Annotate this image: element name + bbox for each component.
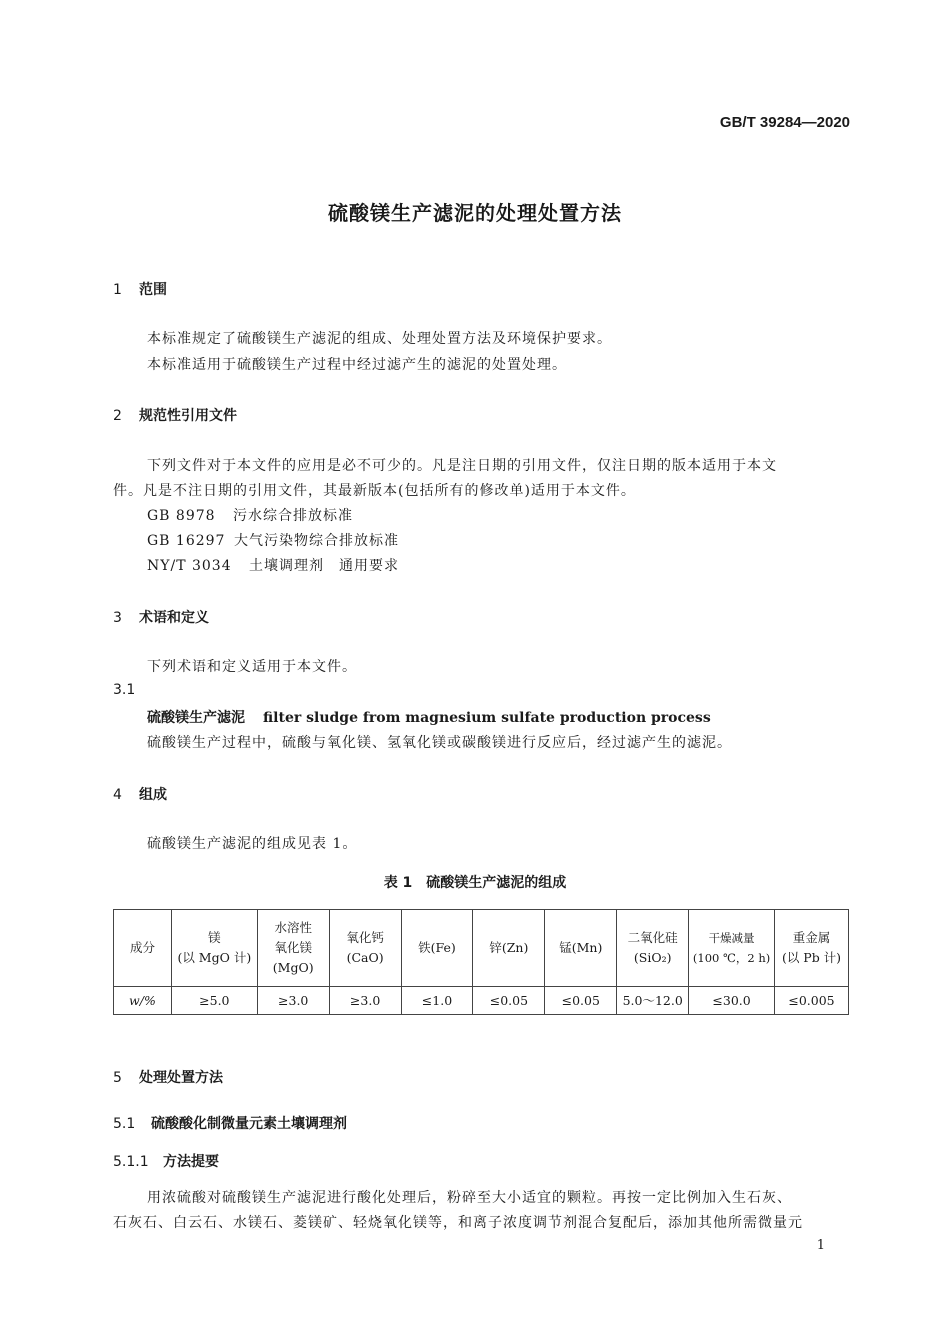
reference-code: NY/T 3034 [147,558,232,574]
value-cell: ≤0.05 [545,987,617,1015]
header-cell: 水溶性 氧化镁 (MgO) [257,910,329,987]
table-header-row [114,910,849,987]
page-number: 1 [816,1238,825,1253]
section-number: 3 [113,610,122,626]
header-cell: 镁 (以 MgO 计) [171,910,257,987]
paragraph: 本标准适用于硫酸镁生产过程中经过滤产生的滤泥的处置处理。 [147,357,567,373]
header-cell: 氧化钙 (CaO) [329,910,401,987]
section-3-heading [113,607,209,627]
value-cell: 5.0～12.0 [617,987,689,1015]
section-number: 1 [113,282,122,298]
section-1-heading [113,279,167,299]
value-cell: ≤30.0 [689,987,775,1015]
normative-reference [147,530,399,550]
paragraph: 硫酸镁生产滤泥的组成见表 1。 [147,836,358,852]
header-cell: 二氧化硅 (SiO₂) [617,910,689,987]
section-number: 5.1.1 [113,1154,149,1170]
value-cell: ≤0.05 [473,987,545,1015]
section-title: 范围 [139,282,167,298]
row-label-cell: w/% [114,987,172,1015]
section-number: 5 [113,1070,122,1086]
section-number: 2 [113,408,122,424]
value-cell: ≥5.0 [171,987,257,1015]
value-cell: ≤0.005 [775,987,849,1015]
normative-reference [147,555,399,575]
header-cell: 成分 [114,910,172,987]
term-chinese: 硫酸镁生产滤泥 [147,710,245,726]
reference-code: GB 16297 [147,533,226,549]
section-number: 5.1 [113,1116,136,1132]
paragraph-line: 石灰石、白云石、水镁石、菱镁矿、轻烧氧化镁等，和离子浓度调节剂混合复配后，添加其他所需微量元 [113,1215,803,1231]
normative-reference [147,505,353,525]
reference-code: GB 8978 [147,508,216,524]
table-row [114,987,849,1015]
section-title: 术语和定义 [139,610,209,626]
term-entry [147,707,711,727]
header-cell: 干燥减量 (100 ℃，2 h) [689,910,775,987]
paragraph: 下列术语和定义适用于本文件。 [147,659,357,675]
paragraph: 本标准规定了硫酸镁生产滤泥的组成、处理处置方法及环境保护要求。 [147,331,612,347]
section-title: 硫酸酸化制微量元素土壤调理剂 [151,1116,347,1132]
header-cell: 重金属 (以 Pb 计) [775,910,849,987]
section-2-heading [113,405,237,425]
value-cell: ≥3.0 [329,987,401,1015]
reference-name: 污水综合排放标准 [233,508,353,524]
section-4-heading [113,784,167,804]
value-cell: ≤1.0 [401,987,473,1015]
reference-name: 大气污染物综合排放标准 [234,533,399,549]
paragraph-line: 件。凡是不注日期的引用文件，其最新版本(包括所有的修改单)适用于本文件。 [113,483,636,499]
composition-table [113,909,849,1015]
term-definition: 硫酸镁生产过程中，硫酸与氧化镁、氢氧化镁或碳酸镁进行反应后，经过滤产生的滤泥。 [147,735,732,751]
section-title: 规范性引用文件 [139,408,237,424]
header-cell: 锰(Mn) [545,910,617,987]
section-title: 方法提要 [163,1154,219,1170]
section-number: 4 [113,787,122,803]
value-cell: ≥3.0 [257,987,329,1015]
paragraph-line: 下列文件对于本文件的应用是必不可少的。凡是注日期的引用文件，仅注日期的版本适用于本文 [147,458,777,474]
table-caption: 表 1 硫酸镁生产滤泥的组成 [383,875,567,891]
subsection-5-1-heading [113,1113,347,1133]
standard-number: GB/T 39284—2020 [719,114,850,131]
subsection-5-1-1-heading [113,1151,219,1171]
section-5-heading [113,1067,223,1087]
header-cell: 锌(Zn) [473,910,545,987]
section-title: 组成 [139,787,167,803]
term-english: filter sludge from magnesium sulfate production process [263,710,711,726]
section-title: 处理处置方法 [139,1070,223,1086]
header-cell: 铁(Fe) [401,910,473,987]
reference-name: 土壤调理剂 通用要求 [249,558,399,574]
document-title: 硫酸镁生产滤泥的处理处置方法 [328,201,622,225]
paragraph-line: 用浓硫酸对硫酸镁生产滤泥进行酸化处理后，粉碎至大小适宜的颗粒。再按一定比例加入生石灰、 [147,1190,792,1206]
term-number: 3.1 [113,682,136,698]
